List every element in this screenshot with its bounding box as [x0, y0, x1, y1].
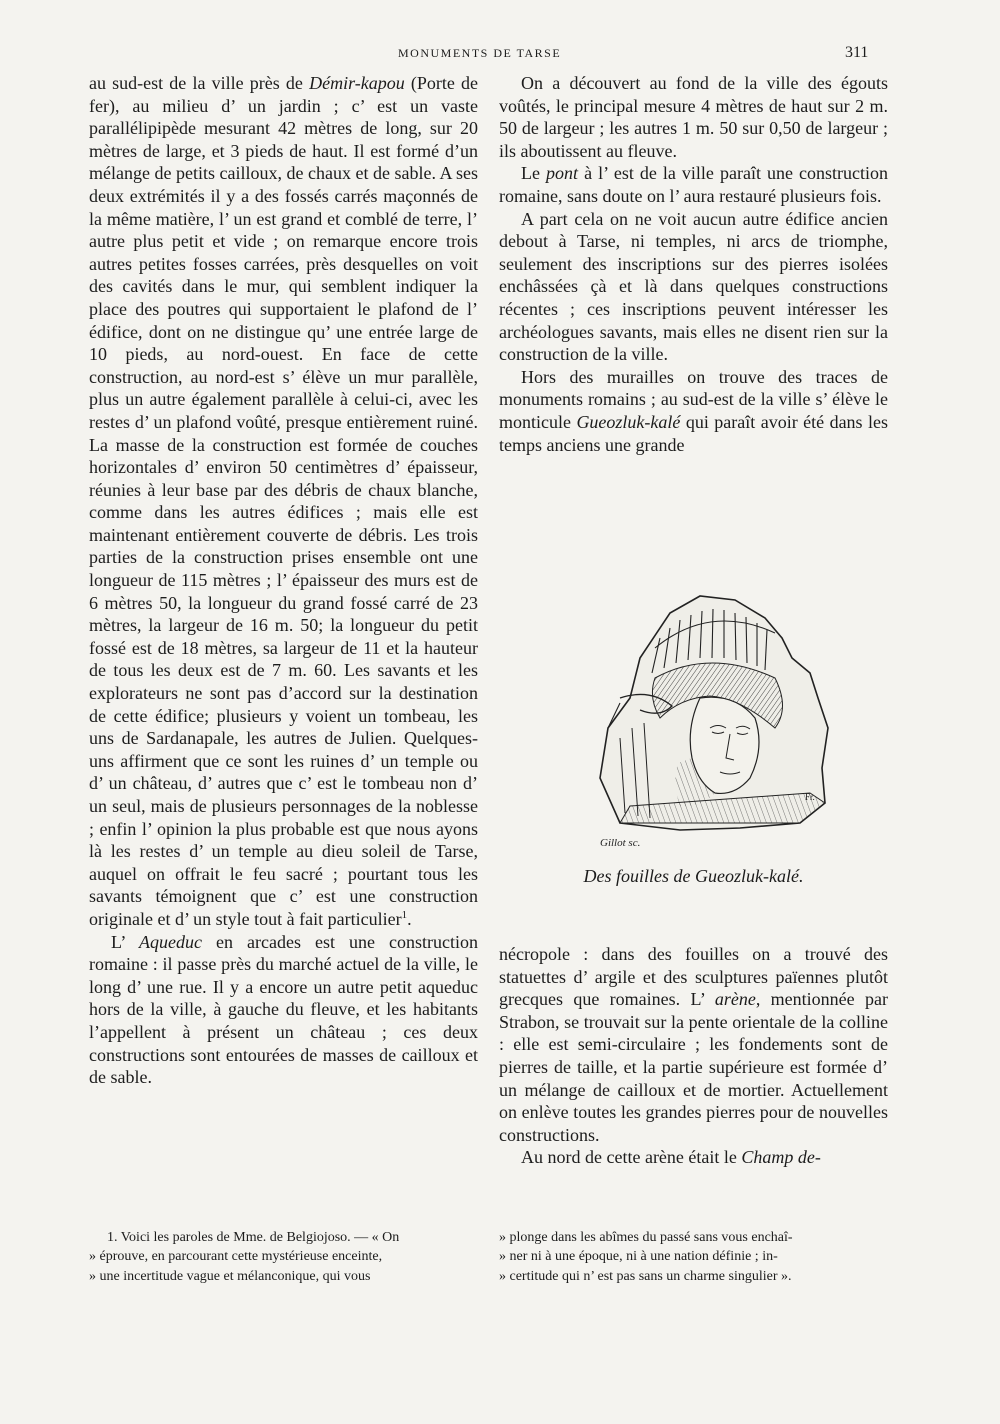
- figure-caption: Des fouilles de Gueozluk-kalé.: [583, 866, 804, 886]
- footnote-line: » certitude qui n’ est pas sans un charme singulier ».: [499, 1268, 792, 1284]
- text-run: en arcades est une construction romaine : il passe près du marché actuel de la ville, le long d’ une rue. Il y a encore un autre petit aqueduc hors de la ville, à gauche du fleuve, et les habitants l’appellent à présent un château ; ces deux constructions sont entourées de masses de cailloux et de sable.: [89, 931, 478, 1088]
- footnote-line: » ner ni à une époque, ni à une nation définie ; in-: [499, 1249, 778, 1265]
- right-paragraph-2: [499, 162, 888, 207]
- left-paragraph-2: [89, 931, 478, 1089]
- right-paragraph-1: On a découvert au fond de la ville des égouts voûtés, le principal mesure 4 mètres de haut sur 2 m. 50 de largeur ; les autres 1 m. 50 sur 0,50 de largeur ; ils aboutissent au fleuve.: [499, 73, 888, 161]
- right-paragraph-3: A part cela on ne voit aucun autre édifice ancien debout à Tarse, ni temples, ni arcs de triomphe, seulement des inscriptions sur des pierres isolées enchâssées çà et là dans quelques constructions récentes ; ces inscriptions peuvent intéresser les archéologues savants, mais elles ne disent rien sur la construction de la ville.: [499, 208, 888, 365]
- text-run: L’: [111, 931, 140, 952]
- text-run: à l’ est de la ville paraît une construction romaine, sans doute on l’ aura restauré plusieurs fois.: [499, 163, 889, 206]
- right-paragraph-6: [499, 1146, 888, 1169]
- left-column: [89, 72, 478, 1089]
- text-run: (Porte de fer), au milieu d’ un jardin ; c’ est un vaste parallélipipède mesurant 42 mètres de long, sur 20 mètres de large, et 3 pieds de haut. Il est formé d’un mélange de petits cailloux, de chaux et de sable. A ses deux extrémités il y a des fossés carrés maçonnés de la même matière, l’ un est grand et comblé de terre, l’ autre plus petit et vide ; on remarque encore trois autres petites fosses carrées, près desquelles on voit des cavités dans le mur, qui semblent indiquer la place des poutres qui supportaient le plafond de l’ édifice, dont on ne distingue qu’ une entrée large de 10 pieds, au nord-ouest. En face de cette construction, au nord-est s’ élève un mur parallèle, plus un autre également parallèle à celui-ci, avec les restes d’ un plafond voûté, presque entièrement ruiné. La masse de la construction est formée de couches horizontales d’ environ 50 centimètres d’ épaisseur, réunies à leur base par des débris de chaux blanche, comme dans les autres édifices ; mais elle est maintenant entièrement couverte de débris. Les trois parties de la construction prises ensemble ont une longueur de 115 mètres ; l’ épaisseur des murs est de 6 mètres 50, la longueur du grand fossé carré de 23 mètres, la largeur de 16 m. 50; la longueur du petit fossé est de 18 mètres, sa largeur de 11 et la hauteur de tous les deux est de 7 m. 60. Les savants et les explorateurs ne sont pas d’accord sur la destination de cette édifice; plusieurs y voient un tombeau, les uns de Sardanapale, les autres de Julien. Quelques-uns affirment que ce sont les ruines d’ un temple ou d’ un château, d’ autres que c’ est le tombeau non d’ un seul, mais de plusieurs personnages de la noblesse ; enfin l’ opinion la plus probable est que nous ayons là les restes d’ un temple au dieu soleil de Tarse, auquel on offrait le feu sacré ; pourtant tous les savants témoignent que c’ est une construction originale et d’ un style tout à fait particulier: [89, 73, 479, 929]
- text-run: Au nord de cette arène était le: [521, 1147, 742, 1168]
- page-number: 311: [845, 44, 869, 61]
- footnote-left: [89, 1228, 478, 1286]
- footnote-line: » plonge dans les abîmes du passé sans vous enchaî-: [499, 1230, 793, 1245]
- footnote-right: [499, 1228, 888, 1286]
- right-paragraph-5: [499, 943, 888, 1146]
- engraver-signature: Gillot sc.: [600, 837, 641, 848]
- terracotta-head-illustration: [560, 578, 840, 848]
- engraving-figure: [560, 578, 840, 848]
- text-run: nécropole : dans des fouilles on a trouvé des statuettes d’ argile et des sculptures païennes plutôt grecques que romaines. L’: [499, 944, 888, 1010]
- right-column-top: [499, 72, 888, 456]
- footnote-line: 1. Voici les paroles de Mme. de Belgiojoso. — « On: [107, 1230, 400, 1245]
- footnote-line: » une incertitude vague et mélanconique, qui vous: [89, 1268, 371, 1284]
- term-aqueduc: Aqueduc: [139, 931, 202, 952]
- term-pont: pont: [546, 163, 579, 184]
- text-run: qui paraît avoir été dans les temps anciens une grande: [499, 411, 889, 455]
- running-head: MONUMENTS DE TARSE: [398, 46, 562, 60]
- term-arene: arène: [714, 989, 756, 1010]
- right-column-bottom: [499, 943, 888, 1169]
- footnote-marker[interactable]: 1: [401, 908, 408, 921]
- left-paragraph-1: [89, 72, 478, 931]
- artist-monogram: Fr.: [805, 792, 815, 802]
- text-run: , mentionnée par Strabon, se trouvait sur la pente orientale de la colline : elle est semi-circulaire ; les fondements sont de pierres de taille, et la partie supérieure est formée d’ un mélange de cailloux et de mortier. Actuellement on enlève toutes les grandes pierres pour de nouvelles constructions.: [499, 989, 888, 1145]
- text-run: au sud-est de la ville près de: [89, 73, 310, 93]
- text-run: .: [407, 908, 412, 929]
- place-name: Champ de-: [741, 1147, 821, 1168]
- place-name: Gueozluk-kalé: [576, 411, 681, 432]
- right-paragraph-4: [499, 366, 888, 456]
- text-run: Le: [521, 163, 547, 184]
- footnote-line: » éprouve, en parcourant cette mystérieuse enceinte,: [89, 1249, 383, 1265]
- place-name: Démir-kapou: [309, 73, 405, 93]
- text-run: Hors des murailles on trouve des traces de monuments romains ; au sud-est de la ville s’ élève le monticule: [499, 366, 888, 432]
